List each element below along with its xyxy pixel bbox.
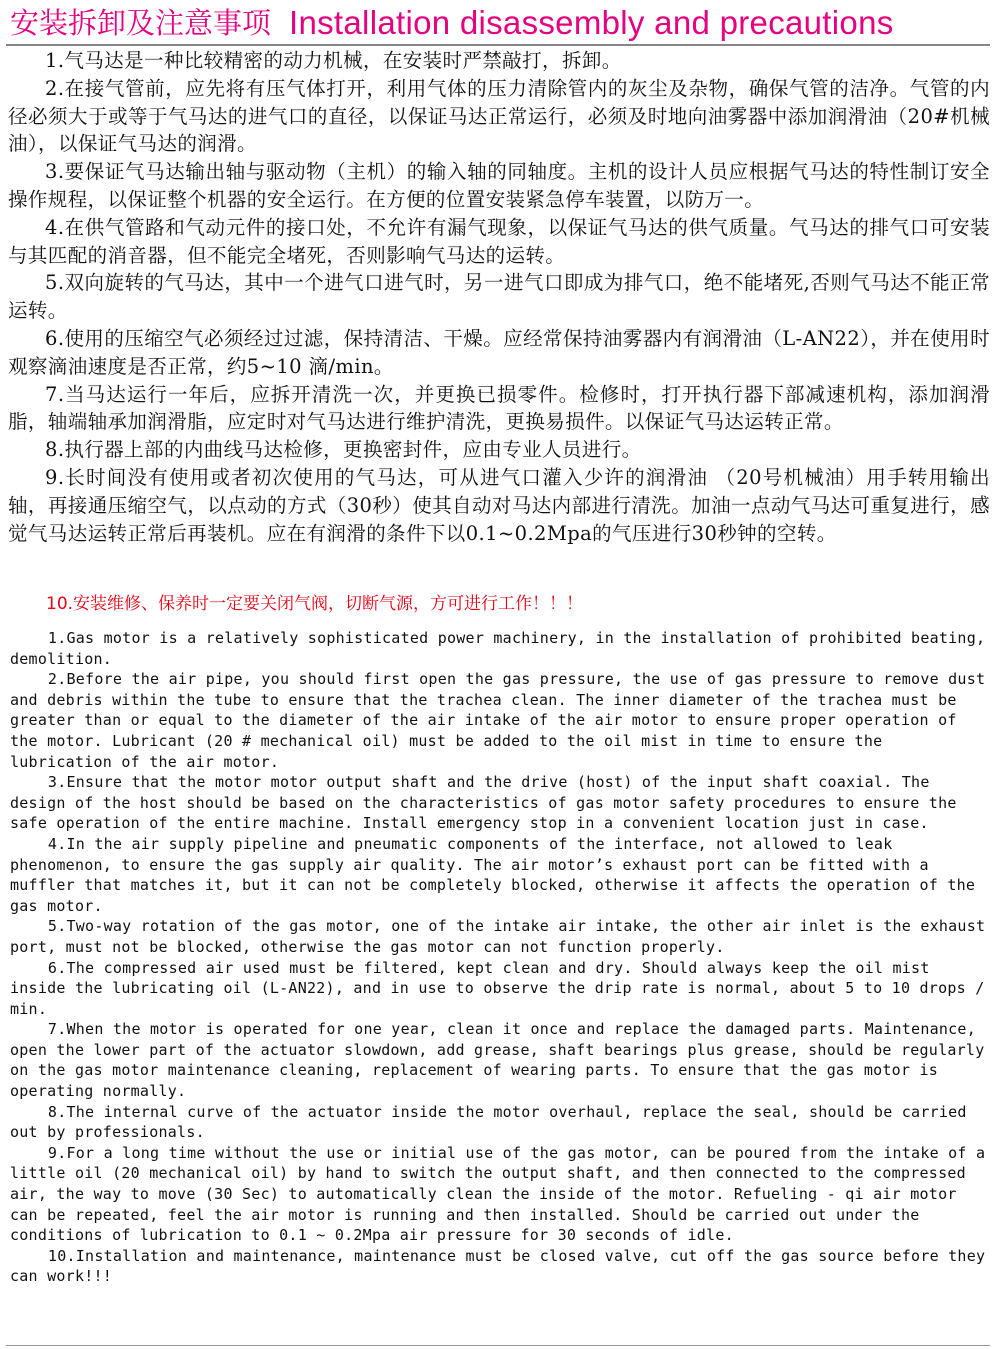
english-item-3: 3.Ensure that the motor motor output shaft and the drive (host) of the input shaft coaxial. The design of the host should be based on the characteristics of gas motor safety procedures to ensure the safe operation of the entire machine. Install emergency stop in a convenient location just in case. [10,773,957,833]
page-title-chinese: 安装拆卸及注意事项 [10,6,272,40]
safety-warning: 10.安装维修、保养时一定要关闭气阀，切断气源，方可进行工作！！！ [46,594,584,614]
english-item-9: 9.For a long time without the use or initial use of the gas motor, can be poured from the intake of a little oil (20 mechanical oil) by hand to switch the output shaft, and then connected to the compressed air, the way to move (30 Sec) to automatically clean the inside of the motor. Refueling - qi air motor can be repeated, feel the air motor is running and then installed. Should be carried out under the conditions of lubrication to 0.1 ~ 0.2Mpa air pressure for 30 seconds of idle. [10,1143,986,1245]
english-item-5: 5.Two-way rotation of the gas motor, one of the intake air intake, the other air inlet is the exhaust port, must not be blocked, otherwise the gas motor can not function properly. [10,917,986,956]
chinese-item-4: 4.在供气管路和气动元件的接口处，不允许有漏气现象，以保证气马达的供气质量。气马达的排气口可安装与其匹配的消音器，但不能完全堵死，否则影响气马达的运转。 [8,215,990,267]
english-item-7: 7.When the motor is operated for one year, clean it once and replace the damaged parts. Maintenance, open the lower part of the actuator slowdown, add grease, shaft bearings plus grease, should be regularly on the gas motor maintenance cleaning, replacement of wearing parts. To ensure that the gas motor is operating normally. [10,1020,985,1101]
chinese-item-7: 7.当马达运行一年后，应拆开清洗一次，并更换已损零件。检修时，打开执行器下部减速机构，添加润滑脂，轴端轴承加润滑脂，应定时对气马达进行维护清洗，更换易损件。以保证气马达运转正常。 [8,382,990,434]
english-item-6: 6.The compressed air used must be filtered, kept clean and dry. Should always keep the oil mist inside the lubricating oil (L-AN22), and in use to observe the drip rate is normal, about 5 to 10 drops / min. [10,958,985,1018]
english-item-4: 4.In the air supply pipeline and pneumatic components of the interface, not allowed to leak phenomenon, to ensure the gas supply air quality. The air motor’s exhaust port can be fitted with a muffler that matches it, but it can not be completely blocked, otherwise it affects the operation of the gas motor. [10,834,976,915]
english-item-8: 8.The internal curve of the actuator inside the motor overhaul, replace the seal, should be carried out by professionals. [10,1102,967,1142]
chinese-item-6: 6.使用的压缩空气必须经过过滤，保持清洁、干燥。应经常保持油雾器内有润滑油（L-AN22），并在使用时观察滴油速度是否正常，约5~10 滴/min。 [8,326,990,378]
english-item-1: 1.Gas motor is a relatively sophisticated power machinery, in the installation of prohibited beating, demolition. [10,629,986,668]
english-item-10: 10.Installation and maintenance, maintenance must be closed valve, cut off the gas source before they can work!!! [10,1246,986,1286]
chinese-item-1: 1.气马达是一种比较精密的动力机械，在安装时严禁敲打，拆卸。 [45,49,622,72]
chinese-instructions [8,47,990,547]
chinese-item-2: 2.在接气管前，应先将有压气体打开，利用气体的压力清除管内的灰尘及杂物，确保气管的洁净。气管的内径必须大于或等于气马达的进气口的直径，以保证马达正常运行，必须及时地向油雾器中添加润滑油（20#机械油），以保证气马达的润滑。 [8,76,990,156]
chinese-item-5: 5.双向旋转的气马达，其中一个进气口进气时，另一进气口即成为排气口，绝不能堵死,否则气马达不能正常运转。 [8,271,990,323]
chinese-item-3: 3.要保证气马达输出轴与驱动物（主机）的输入轴的同轴度。主机的设计人员应根据气马达的特性制订安全操作规程，以保证整个机器的安全运行。在方便的位置安装紧急停车装置，以防万一。 [8,160,990,211]
english-instructions [10,628,990,1287]
english-item-2: 2.Before the air pipe, you should first open the gas pressure, the use of gas pressure to remove dust and debris within the tube to ensure that the trachea clean. The inner diameter of the trachea must be greater than or equal to the diameter of the air intake of the air motor to ensure proper operation of the motor. Lubricant (20 # mechanical oil) must be added to the oil mist in time to ensure the lubrication of the air motor. [10,670,986,771]
chinese-item-9: 9.长时间没有使用或者初次使用的气马达，可从进气口灌入少许的润滑油 （20号机械油）用手转用输出轴，再接通压缩空气，以点动的方式（30秒）使其自动对马达内部进行清洗。加油一点动气马达可重复进行，感觉气马达运转正常后再装机。应在有润滑的条件下以0.1~0.2Mpa的气压进行30秒钟的空转。 [8,465,990,545]
page-title [10,4,990,44]
page-title-english: Installation disassembly and precautions [289,4,894,41]
title-divider [6,44,990,46]
chinese-item-8: 8.执行器上部的内曲线马达检修，更换密封件，应由专业人员进行。 [45,438,642,462]
bottom-divider [6,1345,990,1346]
